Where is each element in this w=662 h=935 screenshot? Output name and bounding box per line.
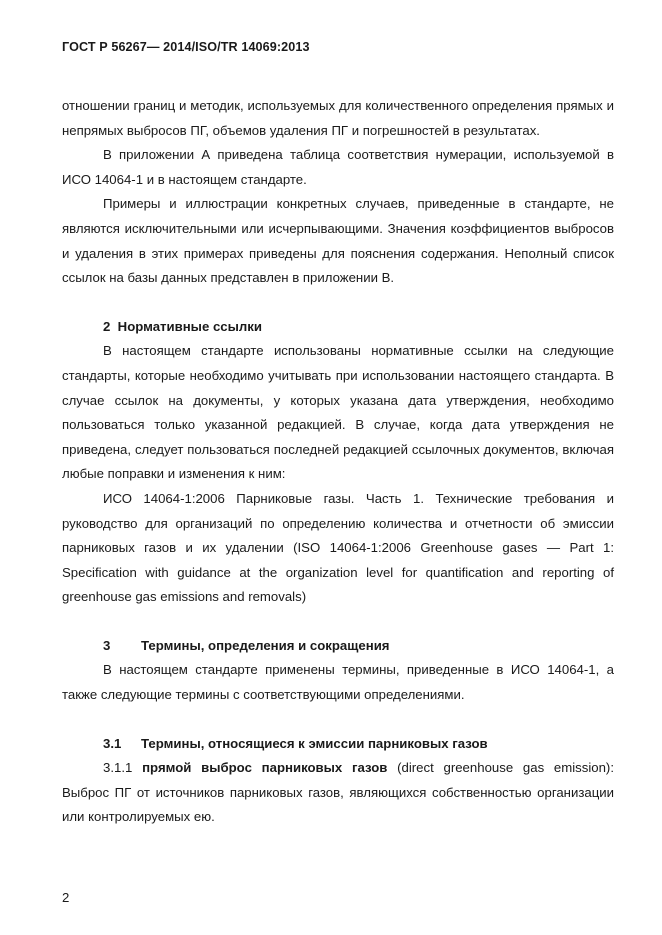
section-3-1-number: 3.1: [103, 735, 122, 751]
term-number: 3.1.1: [103, 760, 133, 776]
section-2-number: 2: [103, 318, 111, 334]
section-3-paragraph-1: В настоящем стандарте применены термины, приведенные в ИСО 14064-1, а также следующие термины с соответствующими определениями.: [62, 662, 614, 703]
intro-paragraph-1: отношении границ и методик, используемых для количественного определения прямых и непрямых выбросов ПГ, объемов удаления ПГ и погрешностей в результатах.: [62, 98, 614, 138]
section-3-1-heading: [62, 732, 614, 757]
section-2-heading: [62, 315, 614, 340]
term-3-1-1: [62, 756, 614, 830]
section-3-number: 3: [103, 637, 111, 653]
section-3-1-title: Термины, относящиеся к эмиссии парниковых газов: [141, 735, 488, 751]
section-3-heading: [62, 634, 614, 659]
document-header: ГОСТ Р 56267— 2014/ISO/TR 14069:2013: [62, 40, 310, 54]
section-2-paragraph-1: В настоящем стандарте использованы нормативные ссылки на следующие стандарты, которые необходимо учитывать при использовании настоящего стандарта. В случае ссылок на документы, у которых указана дата утверждения, необходимо пользоваться только указанной редакцией. В случае, когда дата утверждения не приведена, следует пользоваться последней редакцией ссылочных документов, включая любые поправки и изменения к ним:: [62, 343, 614, 482]
term-definition: (direct greenhouse gas emission): Выброс ПГ от источников парниковых газов, являющихся собственностью организации или контролируемых ею.: [62, 760, 614, 825]
section-2-title: Нормативные ссылки: [117, 318, 262, 334]
section-3-title: Термины, определения и сокращения: [141, 637, 390, 653]
term-name: прямой выброс парниковых газов: [142, 760, 388, 776]
intro-paragraph-2: В приложении А приведена таблица соответствия нумерации, используемой в ИСО 14064-1 и в настоящем стандарте.: [62, 147, 614, 187]
page-number: 2: [62, 890, 70, 905]
section-2-paragraph-2: ИСО 14064-1:2006 Парниковые газы. Часть 1. Технические требования и руководство для организаций по определению количества и отчетности об эмиссии парниковых газов и их удалении (ISO 14064-1:2006 Greenhouse gases — Part 1: Specification with guidance at the organization level for quantification and reporting of greenhouse gas emissions and removals): [62, 490, 614, 605]
intro-paragraph-3: Примеры и иллюстрации конкретных случаев, приведенные в стандарте, не являются исключительными или исчерпывающими. Значения коэффициентов выбросов и удаления в этих примерах приведены для пояснения содержания. Неполный список ссылок на базы данных представлен в приложении В.: [62, 196, 614, 286]
page-content: [62, 94, 614, 830]
